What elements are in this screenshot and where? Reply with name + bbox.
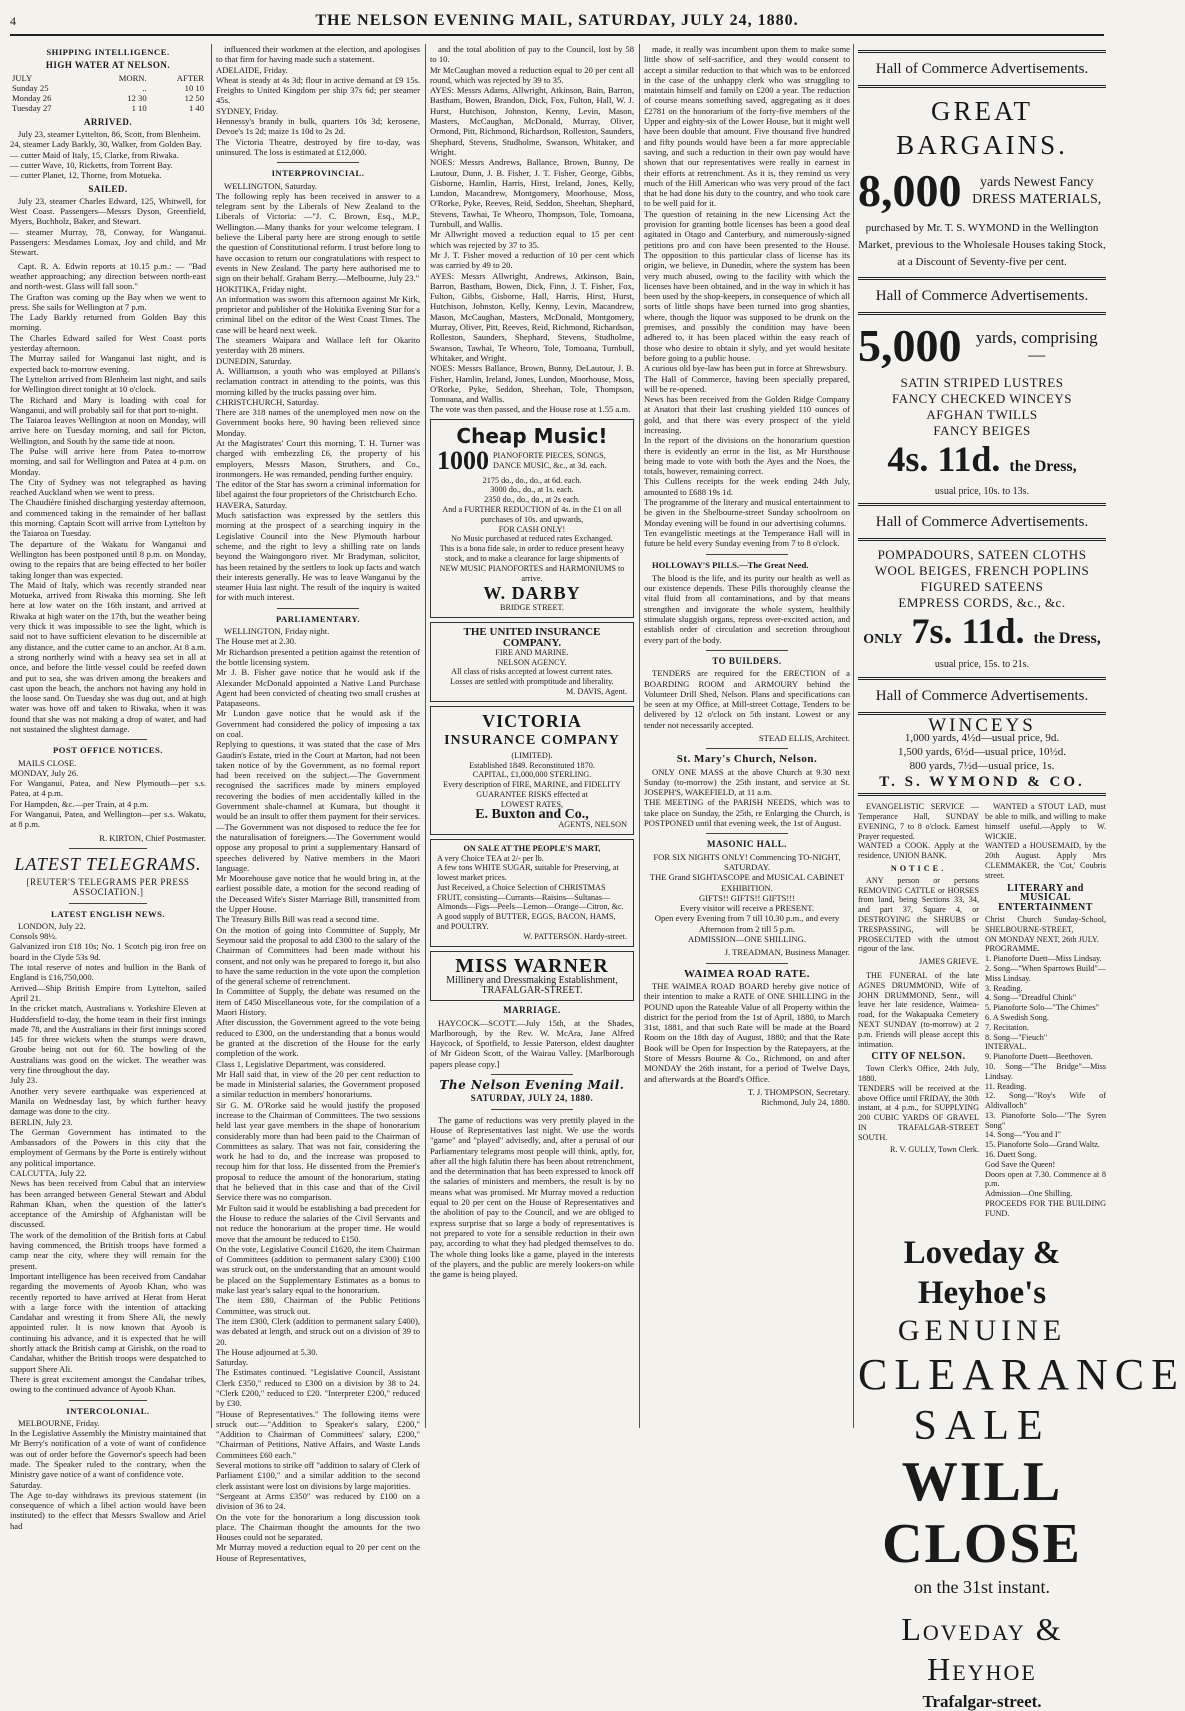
hall-of-commerce-heading: Hall of Commerce Advertisements. bbox=[875, 61, 1089, 77]
victoria-agent: E. Buxton and Co., bbox=[475, 806, 589, 822]
trafalgar-street-address: Trafalgar-street. bbox=[922, 1691, 1042, 1711]
high-water-table bbox=[10, 73, 206, 114]
tide-col-header: AFTER bbox=[176, 72, 204, 83]
english-news-heading: LATEST ENGLISH NEWS. bbox=[50, 908, 166, 919]
interprovincial-heading: INTERPROVINCIAL. bbox=[271, 168, 365, 179]
price-suffix: the Dress, bbox=[1033, 630, 1101, 648]
victoria-insurance-ad bbox=[430, 706, 634, 835]
notice-text: ANY person or persons REMOVING CATTLE or HORSES from land, being Sections 33, 34, and part 37, Square 4, or DESTROYING the SHRUBS or TRESPASSING, will be PROSECUTED with the utmost rigour of the law. bbox=[858, 875, 979, 954]
parliamentary-text: WELLINGTON, Friday night. The House met at 2.30. Mr Richardson presented a petition against the retention of the bottle licensing system. Mr J. B. Fisher gave notice that he would ask if the Alexander McDonald appointed a Native Land Purchase Agent had been convicted of cheating two small crushes at Patapaseons. Mr Lundon gave notice that he would ask if the Government had considered the policy of imposing a tax on coal. Replying to questions, it was stated that the case of Mrs Gaudin's Estate, tried in the Court at Marton, had not been taken notice of by the Government, as no formal report had been received on the subject.—The Government recognised the sacrifices made by miners employed recovering the bodies of men accidentally killed in the Government shale-channel at Kumara, but thought it would be an insult to offer them payment for their services.—The Government was not disposed to reduce the fee for the naturalisation of foreigners.—The Government would oppose any proposal to print a supplementary Hansard of speeches delivered by Native members in the Maori language. Mr Moorehouse gave notice that he would bring in, at the earliest possible date, a motion for the second reading of the Deceased Wife's Sister Marriage Bill, transmitted from the Upper House. The Treasury Bills Bill was read a second time. On the motion of going into Committee of Supply, Mr Seymour said the proposal to add £300 to the salary of the Chairman of Committees had been made without his consent, and not only was he prepared to forego it, but also to have the same reduction in the vote upon the completion of the general scheme of retrenchment. In Committee of Supply, the debate was resumed on the item of £450 Miscellaneous vote, for the compilation of a Maori History. After discussion, the Government agreed to the vote being reduced to £300, on the understanding that a bonus would be granted at the discretion of the House for the early completion of the work. Class 1, Legislative Department, was considered. Mr Hall said that, in view of the 20 per cent reduction to be made in Ministerial salaries, the Government proposed a similar reduction in members' honorariums. Sir G. M. O'Rorke said he would justify the proposed increase to the Chairman of Committees. The two sessions held last year gave members in the shape of honorarium considerably more than had been paid to the Chairman of Committees as salary. That was not fair, considering the work he had to do, and the increase was proposed to recoup him for that loss. He dissented from the Premier's proposal to reduce the amount of the honorarium, stating that he believed that in this case and that of the Civil Service there was no comparison. Mr Fulton said it would be establishing a bad precedent for the House to reduce the salaries of the Civil Servants and not reduce the honorarium at the proper time. He would move that the amount be reduced to £150. On the vote, Legislative Council £1620, the item Chairman of Committees (addition to permanent salary £300) £100 was struck out, on the understanding that an amount would be placed on the Supplementary Estimates as a bonus to make last year's salary equal to the honorarium. The item £80, Chairman of the Public Petitions Committee, was struck out. The item £300, Clerk (addition to permanent salary £400), was debated at length, and struck out on a division of 39 to 20. The House adjourned at 5.30. Saturday. The Estimates continued. "Legislative Council, Assistant Clerk £350," reduced to £300 on a division by 38 to 24. "Clerk £200," reduced to £20. "Interpreter £200," reduced by £30. "House of Representatives." The following items were struck out:—"Addition to Speaker's salary, £200," "Addition to Chairman of Committees' salary, £200," "Chairman of Petitions, Native Affairs, and Waste Lands Committees £60 each." Several motions to strike off "addition to salary of Clerk of Parliament £100," and a similar addition to the second clerk assistant were lost on divisions by large majorities. "Sergeant at Arms £350" was reduced by £100 on a division of 36 to 24. On the vote for the honorarium a long discussion took place. The Chairman thought the amounts for the two Houses could not be separated. Mr Murray moved a reduction equal to 20 per cent on the House of Representatives, bbox=[216, 626, 420, 1563]
only-label: ONLY bbox=[863, 632, 903, 648]
cheap-music-ad bbox=[430, 419, 634, 619]
masonic-heading: MASONIC HALL. bbox=[706, 839, 787, 850]
masonic-text: FOR SIX NIGHTS ONLY! Commencing TO-NIGHT, SATURDAY. THE Grand SIGHTASCOPE and MUSICAL CABINET EXHIBITION. GIFTS!! GIFTS!! GIFTS!!! Every visitor will receive a PRESENT. Open every Evening from 7 till 10.30 p.m., and every Afternoon from 2 till 5 p.m. ADMISSION—ONE SHILLING. bbox=[649, 851, 845, 945]
city-tender-text: Town Clerk's Office, 24th July, 1880. TENDERS will be received at the above Office until FRIDAY, the 30th instant, at 4 p.m., for SUPPLYING 200 CUBIC YARDS OF GRAVEL IN TRAFALGAR-STREET SOUTH. bbox=[858, 1064, 979, 1142]
united-body: FIRE AND MARINE. NELSON AGENCY. All class of risks accepted at lowest current rates. Losses are settled with promptitude and liberality. bbox=[450, 647, 614, 687]
tide-col-header: JULY bbox=[12, 72, 33, 83]
literary-programme: Christ Church Sunday-School, SHELBOURNE-STREET, ON MONDAY NEXT, 26th JULY. PROGRAMME. 1. Pianoforte Duett—Miss Lindsay. 2. Song—"When Sparrows Build"—Miss Lindsay. 3. Reading. 4. Song—"Dreadful Chink" 5. Pianoforte Solo—"The Chimes" 6. A Swedish Song. 7. Recitation. 8. Song—"Fieuch" INTERVAL. 9. Pianoforte Duett—Beethoven. 10. Song—"The Bridge"—Miss Lindsay. 11. Reading. 12. Song—"Roy's Wife of Aldivalloch" 13. Pianoforte Solo—"The Syren Song" 14. Song—"You and I" 15. Pianoforte Solo—Grand Waltz. 16. Duett Song. God Save the Queen! Doors open at 7.30. Commence at 8 p.m. Admission—One Shilling. PROCEEDS FOR THE BUILDING FUND. bbox=[985, 914, 1106, 1218]
column-3 bbox=[430, 44, 634, 1428]
post-office-heading: POST OFFICE NOTICES. bbox=[53, 745, 163, 756]
quantity-8000: 8,000 bbox=[858, 165, 962, 216]
price-7s11d: 7s. 11d. bbox=[911, 611, 1025, 652]
post-office-text: MAILS CLOSE. MONDAY, July 26. For Wanganui, Patea, and New Plymouth—per s.s. Patea, at 4 p.m. For Hampden, &c.—per Train, at 4 p.m. For Wanganui, Patea, and Wellington—per s.s. Wakatu, at 8 p.m. bbox=[10, 757, 206, 830]
waimea-text: THE WAIMEA ROAD BOARD hereby give notice of their intention to make a RATE of ONE SHILLING in the POUND upon the Rateable Value of all Property within the district for the period from the 1st of April, 1880, to March 31st, 1881, and that such Rate will be made at the Board Room on the 18th day of August, 1880; and that the Rate Book will be Open for Inspection by the Ratepayers, at the Store of Messrs Bourne & Co., Richmond, on and after MONDAY the 26th instant, for a period of Twelve Days, and afterwards at the Board's Office. bbox=[644, 980, 850, 1084]
column-rule bbox=[639, 44, 640, 1428]
closing-date: on the 31st instant. bbox=[914, 1576, 1050, 1597]
winceys-heading: WINCEYS bbox=[928, 714, 1036, 736]
small-notices-left: EVANGELISTIC SERVICE — Temperance Hall, SUNDAY EVENING, 7 to 8 o'clock. Earnest Prayer requested. WANTED a COOK. Apply at the residence, UNION BANK. bbox=[858, 802, 979, 861]
victoria-subtitle: INSURANCE COMPANY bbox=[444, 732, 620, 748]
table-row: Tuesday 27 1 10 1 40 bbox=[12, 103, 204, 114]
price-suffix: the Dress, bbox=[1009, 458, 1077, 475]
usual-price-2: usual price, 15s. to 21s. bbox=[934, 659, 1030, 671]
local-news-text: made, it really was incumbent upon them to make some little show of self-sacrifice, and they would consent to accept a similar reduction to that which was to be enforced in the case of the unhappy clerk who was struggling to maintain himself and family on £200 a year. The reduction of course means something saved, aggregating as it does £2781 on the honorarium of the forty-five members of the Upper and eighty-six of the Lower House, but it might well have been double that amount. Five thousand five hundred and fifty pounds would have been a far more appreciable saving, and such a reduction in their own pay would have shown that our representatives were really in earnest in their efforts at retrenchment. As it is, they remind us very much of the Hill American who was very proud of the fact that he had done his duty to the country, and who took care to be well paid for it. The question of retaining in the new Licensing Act the provision for granting bottle licenses has been a good deal agitated in Otago and Canterbury, and numerously-signed petitions pro and con have been presented to the House. The opposition to this particular class of license has its origin, we believe, in Dunedin, where the system has been very much abused, owing to the facility with which the licenses have been obtained, and in the way in which it has been used by the shop-keepers, in consequence of which all sorts of little shops have been turned into grog shanties, where, though the liquor was supposed to be drunk on the premises, and possibly the condition may have been adhered to, it has been placed within the easy reach of those who desire to obtain it slyly, and yet would hesitate before going to a public house. A curious old bye-law has been put in force at Shrewsbury. The Hall of Commerce, having been specially prepared, will be re-opened. News has been received from the Golden Ridge Company at Anatori that their last crushing yielded 110 ounces of gold, and that there was every prospect of the yield increasing. In the report of the divisions on the honorarium question there is evidently an error in the list, as Mr Hursthouse being made to vote with both the Ayes and the Noes, the totals, however, remaining correct. This Cullens receipts for the week ending 24th July, amounted to £688 19s 1d. The programme of the literary and musical entertainment to be given in the Shelbourne-street Sunday schoolroom on Monday evening will be found in our advertising columns. Ten evangelistic meetings at the Temperance Hall will in future be held every Sunday evening from 7 to 8 o'clock. bbox=[644, 44, 850, 549]
dress-materials-label: yards Newest Fancy DRESS MATERIALS, bbox=[972, 175, 1102, 207]
holloway-text: The blood is the life, and its purity our health as well as our existence depends. These Pills thoroughly cleanse the vital fluid from all contaminations, and by that means strengthen and invigorate the whole system, healthily stimulate sluggish organs, repress over-excited action, and establish order of circulation and secretion throughout every part of the body. bbox=[644, 572, 850, 645]
peoples-mart-sign: W. PATTERSON. Hardy-street. bbox=[523, 931, 627, 941]
column-1 bbox=[10, 44, 206, 1531]
price-4s11d: 4s. 11d. bbox=[887, 439, 1001, 479]
miss-warner-ad bbox=[430, 951, 634, 1002]
column-5-ads bbox=[858, 44, 1185, 1711]
arrived-text: July 23, steamer Lyttelton, 86, Scott, from Blenheim. 24, steamer Lady Barkly, 30, Walker, from Golden Bay. — cutter Maid of Italy, 15, Clarke, from Riwaka. — cutter Wave, 10, Ricketts, from Torrent Bay. — cutter Planet, 12, Thorne, from Motueka. bbox=[10, 129, 202, 181]
shipping-news: Capt. R. A. Edwin reports at 10.15 p.m.: — "Bad weather approaching; any direction between north-east and north-west. Glass will fall soon." The Grafton was coming up the Bay when we went to press. She sails for Wellington at 7 p.m. The Lady Barkly returned from Golden Bay this morning. The Charles Edward sailed for West Coast ports yesterday afternoon. The Murray sailed for Wanganui last night, and is expected back to-morrow evening. The Lyttelton arrived from Blenheim last night, and sails for Wellington direct tonight at 10 o'clock. The Richard and Mary is loading with coal for Wanganui, and will probably sail for that port to-night. The Taiaroa leaves Wellington at noon on Monday, will arrive here on Tuesday morning, and sail for Picton, Wellington, and South by the same tide at noon. The Pulse will arrive here from Patea to-morrow morning, and sail for Wellington and Patea at 4 p.m. on Monday. The City of Sydney was not telegraphed as having reached Auckland when we went to press. The Chaudière finished discharging yesterday afternoon, and commenced taking in the remainder of her ballast this morning. Captain Scott will arrive from Lyttelton by the Taiaroa on Tuesday. The departure of the Wakatu for Wanganui and Wellington has been postponed until 8 p.m. on Monday, owing to the repairs that are being effected to her boiler taking longer than was expected. The Maid of Italy, which was recently stranded near Motueka, arrived from Riwaka this morning. She left here at low water on the 16th instant, and arrived at Riwaka at high water on the 17th, but the weather being very thick it was impossible to see the light, which is said not to have sufficient elevation to be discernible at any distance, and the cutter came to an anchor. At 8 a.m. a strong northerly wind with a heavy sea set in all at once, and before the little vessel could be reefed down and put to sea, she was driven among the breakers and cast upon the beach, the anchors not having any hold in the loose sand. On Tuesday she was dug out, and at high water was hove off and taken to Riwaka, when it was found that she was not making a drop of water, and had not sustained the slightest damage. bbox=[10, 260, 206, 734]
great-bargains-heading: GREAT BARGAINS. bbox=[896, 96, 1068, 160]
united-title: THE UNITED INSURANCE COMPANY. bbox=[463, 626, 601, 649]
marriage-heading: MARRIAGE. bbox=[503, 1005, 561, 1016]
peoples-mart-ad bbox=[430, 839, 634, 947]
notice-sign: JAMES GRIEVE. bbox=[918, 957, 979, 967]
arrived-heading: ARRIVED. bbox=[83, 116, 133, 127]
builders-sign: STEAD ELLIS, Architect. bbox=[758, 733, 850, 743]
column-rule bbox=[425, 44, 426, 1428]
st-marys-text: ONLY ONE MASS at the above Church at 9.30 next Sunday (to-morrow) the 25th instant, and service at St. JOSEPH'S, WAKEFIELD, at 11 a.m. THE MEETING of the PARISH NEEDS, which was to take place on Sunday, the 25th, re Enlarging the Church, is POSTPONED until that evening week, the 1st of August. bbox=[644, 766, 850, 829]
will-close-label: WILL CLOSE bbox=[882, 1450, 1082, 1575]
reuter-note: [REUTER'S TELEGRAMS PER PRESS ASSOCIATION.] bbox=[26, 876, 190, 898]
high-water-heading: HIGH WATER AT NELSON. bbox=[45, 60, 171, 71]
builders-text: TENDERS are required for the ERECTION of a BOARDING ROOM and ARMOURY behind the Volunteer Drill Shed, Nelson. Plans and specifications can be seen at my Office, at Mill-street Cottage, Tenders to be delivered by 12 o'clock on 5th instant. Lowest or any tender not necessarily accepted. bbox=[644, 668, 850, 730]
cable-text: influenced their workmen at the election, and apologises to that firm for having made such a statement. ADELAIDE, Friday. Wheat is steady at 4s 3d; flour in active demand at £9 15s. Freights to United Kingdom per ship 37s 6d; per steamer 45s. SYDNEY, Friday. Hennessy's brandy in bulk, quarters 10s 3d; kerosene, Devoe's 1s 2d; maize 1s 10d to 2s 2d. The Victoria Theatre, destroyed by fire to-day, was uninsured. The loss is estimated at £12,000. bbox=[216, 44, 420, 157]
sale-label: SALE bbox=[913, 1402, 1051, 1449]
victoria-body: (LIMITED). Established 1849. Reconstituted 1870. CAPITAL, £1,000,000 STERLING. Every description of FIRE, MARINE, and FIDELITY GUARANTEE RISKS effected at LOWEST RATES, bbox=[443, 750, 621, 809]
hall-of-commerce-heading: Hall of Commerce Advertisements. bbox=[875, 687, 1089, 704]
pompadours-list: POMPADOURS, SATEEN CLOTHS WOOL BEIGES, FRENCH POPLINS FIGURED SATEENS EMPRESS CORDS, &c., &c. bbox=[874, 547, 1090, 611]
united-agent: M. DAVIS, Agent. bbox=[565, 687, 627, 697]
builders-heading: TO BUILDERS. bbox=[712, 655, 782, 666]
interprovincial-text: WELLINGTON, Saturday. The following reply has been received in answer to a telegram sent by the Liberals of New Zealand to the Liberals of Victoria: —"J. C. Brown, Esq., M.P., Wellington.—Many thanks for your welcome telegram. I believe the Liberal party here are strong enough to settle the question of Constitutional reform. I trust before long to have occasion to return our congratulations with respect to events in New Zealand. The party here authorised me to sign on their behalf. Graham Berry.—Melbourne, July 23." HOKITIKA, Friday night. An information was sworn this afternoon against Mr Kirk, proprietor and publisher of the Hokitika Evening Star for a criminal libel on the editor of the West Coast Times. The case will be heard next week. The steamers Waipara and Wallace left for Okarito yesterday with 28 miners. DUNEDIN, Saturday. A. Williamson, a youth who was employed at Pillans's reclamation contract in attending to the points, was this morning killed by the trucks passing over him. CHRISTCHURCH, Saturday. There are 318 names of the unemployed men now on the Government books here, 90 having been relieved since Monday. At the Magistrates' Court this morning, T. H. Turner was charged with embezzling £6, the property of his employers, Messrs Mason, Struthers, and Co., ironmongers. He was remanded, pending further enquiry. The editor of the Star has sworn a criminal information for libel against the four proprietors of the Christchurch Echo. HAVERA, Saturday. Much satisfaction was expressed by the settlers this morning at the prospect of a searching inquiry in the Legislative Council into the New Plymouth harbour scheme, and the right to levy a shilling rate on lands beyond the Waingongoro river. Mr Bradyman, solicitor, has been retained by the settlers to look up facts and watch their interests generally. He was to leave Wanganui by the steamer Huia last night. The result of the inquiry is waited for with much interest. bbox=[216, 180, 420, 603]
intercolonial-text: MELBOURNE, Friday. In the Legislative Assembly the Ministry maintained that Mr Berry's notification of a vote of want of confidence was out of order before the Governor's speech had been made. The Speaker ruled to the contrary, when the Ministry gave notice of a want of confidence vote. Saturday. The Age to-day withdraws its previous statement (in consequence of which a libel action would have been instituted) to the effect that Messrs Swallow and Ariel had bbox=[10, 1417, 206, 1531]
leader-text: The game of reductions was very prettily played in the House of Representatives last night. We use the words "game" and "played" advisedly, and, after a perusal of our Parliamentary telegrams most people will think, aptly, for, after all the high falutin there has been about retrenchment, and the determination that has been expressed to knock off the salaries of ministers and members, the result is by no means what was promised. Mr Murray moved a reduction equal to 20 per cent on the House of Representatives and the abolition of pay to the Council, and we are obliged to express surprise that so large a body of representatives is not prepared to vote for a sensible reduction in their own pay, according to what they had pledged themselves to do. The whole thing looks like a game, played in the interests of the players, and the public are merely lookers-on while the game is being played. bbox=[430, 1114, 634, 1280]
quantity-5000: 5,000 bbox=[858, 320, 962, 371]
sailed-heading: SAILED. bbox=[88, 183, 128, 194]
postmaster-signature: R. KIRTON, Chief Postmaster. bbox=[99, 832, 206, 843]
column-rule bbox=[853, 44, 854, 1428]
peoples-mart-body: A very Choice TEA at 2/- per lb. A few tons WHITE SUGAR, suitable for Preserving, at lowest market prices. Just Received, a Choice Selection of CHRISTMAS FRUIT, consisting—Currants—Raisins—Sultanas—Almonds—Figs—Peels—Lemon—Orange—Citron, &c. A good supply of BUTTER, EGGS, BACON, HAMS, and POULTRY. bbox=[437, 853, 624, 932]
warner-body: Millinery and Dressmaking Establishment, TRAFALGAR-STREET. bbox=[446, 974, 618, 996]
intercolonial-heading: INTERCOLONIAL. bbox=[66, 1405, 150, 1416]
victoria-title: VICTORIA bbox=[482, 710, 582, 731]
divisions-text: and the total abolition of pay to the Council, lost by 58 to 10. Mr McCaughan moved a reduction equal to 20 per cent all round, which was rejected by 39 to 35. AYES: Messrs Adams, Allwright, Atkinson, Bain, Barron, Bastham, Bowen, Brandon, Dick, Fox, Fulton, Hall, W. J. Hurst, Hutchison, Johnston, Kenny, Levin, Mason, Masters, McCaughan, McDonald, Murray, Oliver, Ormond, Pitt, Richmond, Richardson, Rolleston, Saunders, Shephard, Stevens, Studholme, Swanson, Whitaker, and Wright. NOES: Messrs Andrews, Ballance, Brown, Bunny, De Lautour, Dunn, J. B. Fisher, J. T. Fisher, George, Gibbs, Gisborne, Hamlin, Harris, Hirst, Ireland, Jones, Kelly, Lundon, Macandrew, Montgomery, Moorhouse, Moss, O'Rorke, Pyke, Reeves, Reid, Seddon, Sheehan, Shephard, Stevens, Tawhai, Te Wheoro, Thompson, Tole, Tomoana, Turnbull, and Wallis. Mr Allwright moved a reduction equal to 15 per cent which was rejected by 37 to 35. Mr J. T. Fisher moved a reduction of 10 per cent which was carried by 49 to 20. AYES: Messrs Allwright, Andrews, Atkinson, Bain, Barron, Bastham, Bowen, Dick, Finn, J. T. Fisher, Fox, Fulton, Gibbs, Gisborne, Hall, Harris, Hirst, Hurst, Hutchison, Johnston, Kelly, Kenny, Levin, Macandrew, Mason, McCaughan, Masters, McDonald, Montgomery, Murray, Oliver, Pitt, Reeves, Reid, Richmond, Richardson, Rolleston, Saunders, Shephard, Stevens, Studholme, Swanson, Tawhai, Te Wheoro, Tole, Tomoana, Turnbull, Whitaker, and Wright. NOES: Messrs Ballance, Brown, Bunny, DeLautour, J. B. Fisher, Hamlin, Ireland, Jones, Lundon, Moorhouse, Moss, O'Rorke, Pyke, Seddon, Sheehan, Tole, Thompson, Tomoana, and Wallis. The vote was then passed, and the House rose at 1.55 a.m. bbox=[430, 44, 634, 415]
cheap-music-title: Cheap Music! bbox=[456, 423, 608, 448]
darby-name: W. DARBY bbox=[483, 583, 581, 604]
wymond-name: T. S. WYMOND & CO. bbox=[879, 773, 1085, 790]
st-marys-heading: St. Mary's Church, Nelson. bbox=[676, 753, 818, 766]
newspaper-title: THE NELSON EVENING MAIL, SATURDAY, JULY 24, 1880. bbox=[315, 12, 799, 29]
clearance-label: CLEARANCE bbox=[858, 1349, 1185, 1399]
latest-telegrams-heading: LATEST TELEGRAMS. bbox=[14, 853, 202, 874]
editorial-date: SATURDAY, JULY 24, 1880. bbox=[470, 1093, 594, 1104]
notice-heading: NOTICE. bbox=[890, 863, 947, 873]
waimea-sign: T. J. THOMPSON, Secretary. Richmond, July 24, 1880. bbox=[748, 1086, 850, 1108]
column-4 bbox=[644, 44, 850, 1428]
literary-entertainment-heading: LITERARY and MUSICAL ENTERTAINMENT bbox=[998, 882, 1093, 914]
usual-price-1: usual price, 10s. to 13s. bbox=[934, 486, 1030, 497]
column-rule bbox=[211, 44, 212, 1428]
page-number: 4 bbox=[10, 14, 16, 28]
cheap-music-count: 1000 bbox=[437, 445, 489, 475]
loveday-heyhoe-footer: Loveday & Heyhoe bbox=[901, 1610, 1063, 1687]
yards-comprising-label: yards, comprising— bbox=[975, 328, 1098, 364]
table-row: Monday 26 12 30 12 50 bbox=[12, 93, 204, 104]
darby-address: BRIDGE STREET. bbox=[500, 603, 564, 613]
loveday-heyhoe-title: Loveday & Heyhoe's bbox=[903, 1234, 1061, 1311]
united-insurance-ad bbox=[430, 622, 634, 702]
fabric-list: SATIN STRIPED LUSTRES FANCY CHECKED WINCEYS AFGHAN TWILLS FANCY BEIGES bbox=[892, 375, 1072, 438]
purchased-text: purchased by Mr. T. S. WYMOND in the Wellington Market, previous to the Wholesale Houses taking Stock, at a Discount of Seventy-five per cent. bbox=[858, 222, 1106, 268]
hall-of-commerce-heading: Hall of Commerce Advertisements. bbox=[875, 514, 1089, 531]
victoria-agents-line: AGENTS, NELSON bbox=[558, 819, 627, 829]
funeral-notice: THE FUNERAL of the late AGNES DRUMMOND, Wife of JOHN DRUMMOND, Senr., will leave her late residence, Waimea-road, for the Wakapuaka Cemetery NEXT SUNDAY (to-morrow) at 2 p.m. Friends will please accept this intimation. bbox=[858, 970, 979, 1049]
tide-col-header: MORN. bbox=[118, 72, 147, 83]
cheap-music-sub: PIANOFORTE PIECES, SONGS, DANCE MUSIC, &c., at 3d. each. bbox=[493, 450, 607, 470]
winceys-list: 1,000 yards, 4½d—usual price, 9d. 1,500 yards, 6½d—usual price, 10½d. 800 yards, 7½d—usual price, 1s. bbox=[897, 731, 1067, 772]
marriage-text: HAYCOCK—SCOTT.—July 15th, at the Shades, Marlborough, by the Rev. W. McAra, Jane Alfred Haycock, of Spotfield, to Jessie Paterson, eldest daughter of Mr Gideon Scott, of the Wairau Valley. [Marlborough papers please copy.] bbox=[430, 1017, 634, 1069]
small-notices-right: WANTED a STOUT LAD, must be able to milk, and willing to make himself useful.—Apply to W. WICKIE. WANTED a HOUSEMAID, by the 20th August. Apply Mrs CLEMMAKER, the 'Cot,' Coubris street. bbox=[985, 802, 1106, 880]
column-2 bbox=[216, 44, 420, 1563]
waimea-heading: WAIMEA ROAD RATE. bbox=[684, 967, 810, 980]
holloway-heading: HOLLOWAY'S PILLS.—The Great Need. bbox=[652, 559, 809, 570]
masthead bbox=[10, 6, 1104, 36]
warner-title: MISS WARNER bbox=[455, 954, 609, 977]
shipping-heading: SHIPPING INTELLIGENCE. bbox=[46, 47, 170, 57]
masonic-sign: J. TREADMAN, Business Manager. bbox=[724, 947, 850, 958]
hall-of-commerce-heading: Hall of Commerce Advertisements. bbox=[875, 288, 1089, 304]
peoples-mart-heading: ON SALE AT THE PEOPLE'S MART, bbox=[463, 843, 601, 853]
parliamentary-heading: PARLIAMENTARY. bbox=[275, 613, 361, 624]
town-clerk-sign: R. V. GULLY, Town Clerk. bbox=[890, 1145, 979, 1155]
cheap-music-lines: 2175 do., do., do., at 6d. each. 3000 do., do., at 1s. each. 2350 do., do., do., at 2s each. And a FURTHER REDUCTION of 4s. in the £1 on all purchases of 10s. and upwards, FOR CASH ONLY! No Music purchased at reduced rates Exchanged. This is a bona fide sale, in order to reduce present heavy stock, and to make a clearance for large shipments of NEW MUSIC PIANOFORTES and HARMONIUMS to arrive. bbox=[439, 475, 625, 583]
sailed-text: July 23, steamer Charles Edward, 125, Whitwell, for West Coast. Passengers—Messrs Dyson, Greenfield, Myers, Buchholz, Baker, and Stewart. — steamer Murray, 78, Conway, for Wanganui. Passengers: Mesdames Lomax, Joy and child, and Mr Stewart. bbox=[10, 195, 206, 258]
table-row: Sunday 25 .. 10 10 bbox=[12, 82, 204, 93]
city-of-nelson-heading: CITY OF NELSON. bbox=[871, 1051, 966, 1063]
english-news-text: LONDON, July 22. Consols 98½. Galvanized iron £18 10s; No. 1 Scotch pig iron free on board in the Clyde 53s 9d. The total reserve of notes and bullion in the Bank of England is £16,750,000. Arrived—Ship British Empire from Lyttelton, sailed April 21. In the cricket match, Australians v. Yorkshire Eleven at Huddersfield to-day, the home team in their first innings made 78, and the Australians in their first innings scored 145 for three wickets when the stumps were drawn, Groube being not out for 60. The bowling of the Australians was good on the wicket. The weather was very fine throughout the day. July 23. Another very severe earthquake was experienced at Manila on Wednesday last, by which further heavy damage was done to the city. BERLIN, July 23. The German Government has intimated to the Ambassadors of the Powers in this city that the employment of Germans by the Porte is entirely without any political importance. CALCUTTA, July 22. News has been received from Cabul that an interview has been arranged between General Stewart and Abdul Rahman Khan, when the question of the latter's acceptance of the Amirship of Afghanistan will be discussed. The work of the demolition of the British forts at Cabul having commenced, the British troops have formed a camp near the city, where they will remain for the present. Important intelligence has been received from Candahar regarding the movements of Ayoob Khan, who was recently reported to have arrived at Herat from Herat with a large force with the intention of attacking Candahar and wresting it from Shere Ali, the newly appointed ruler. It is now known that Ayoob is continuing his advance, and it is expected that he will shortly attack the British camp at Girishk, on the road to Candahar, whither the British troops were despatched to support Shere Ali. There is great excitement amongst the Candahar tribes, owing to the continued advance of Ayoob Khan. bbox=[10, 920, 206, 1395]
editorial-masthead: The Nelson Evening Mail. bbox=[439, 1078, 625, 1093]
genuine-label: GENUINE bbox=[897, 1313, 1067, 1347]
